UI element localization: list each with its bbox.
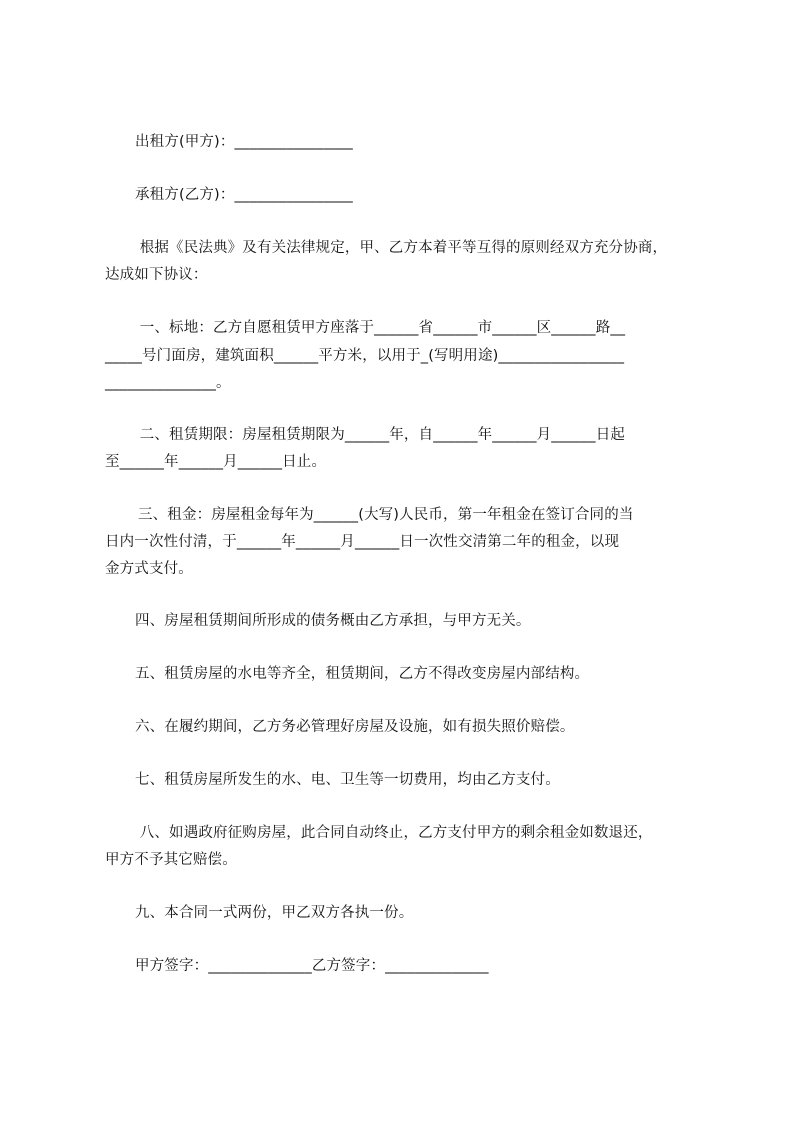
clause-5: 五、租赁房屋的水电等齐全，租赁期间，乙方不得改变房屋内部结构。	[135, 666, 590, 682]
clause-2-line-1: 二、租赁期限：房屋租赁期限为______年，自______年______月______日起	[135, 427, 626, 443]
intro-line-1: 根据《民法典》及有关法律规定，甲、乙方本着平等互得的原则经双方充分协商，	[135, 240, 668, 256]
clause-2-line-2: 至______年______月______日止。	[105, 454, 327, 470]
clause-8-line-2: 甲方不予其它赔偿。	[105, 852, 237, 868]
clause-3-line-2: 日内一次性付清，于______年______月______日一次性交清第二年的租金，以现	[105, 534, 620, 550]
clause-6: 六、在履约期间，乙方务必管理好房屋及设施，如有损失照价赔偿。	[135, 719, 575, 735]
clause-3-line-3: 金方式支付。	[105, 561, 193, 577]
clause-4: 四、房屋租赁期间所形成的债务概由乙方承担，与甲方无关。	[135, 613, 531, 629]
clause-3-line-1: 三、租金：房屋租金每年为______(大写)人民币，第一年租金在签订合同的当	[138, 507, 634, 523]
signature-line: 甲方签字：______________乙方签字：______________	[135, 958, 489, 974]
clause-7: 七、租赁房屋所发生的水、电、卫生等一切费用，均由乙方支付。	[135, 772, 560, 788]
intro-line-2: 达成如下协议：	[105, 267, 208, 283]
clause-1-line-3: _______________。	[105, 375, 231, 391]
lessee-line: 承租方(乙方)：________________	[135, 187, 353, 203]
clause-8-line-1: 八、如遇政府征购房屋，此合同自动终止，乙方支付甲方的剩余租金如数退还，	[135, 825, 653, 841]
clause-1-line-1: 一、标地：乙方自愿租赁甲方座落于______省______市______区______路__	[135, 320, 626, 336]
clause-9: 九、本合同一式两份，甲乙双方各执一份。	[135, 905, 414, 921]
clause-1-line-2: _____号门面房，建筑面积______平方米，以用于_(写明用途)_________________	[105, 348, 625, 364]
lessor-line: 出租方(甲方)：________________	[135, 134, 353, 150]
